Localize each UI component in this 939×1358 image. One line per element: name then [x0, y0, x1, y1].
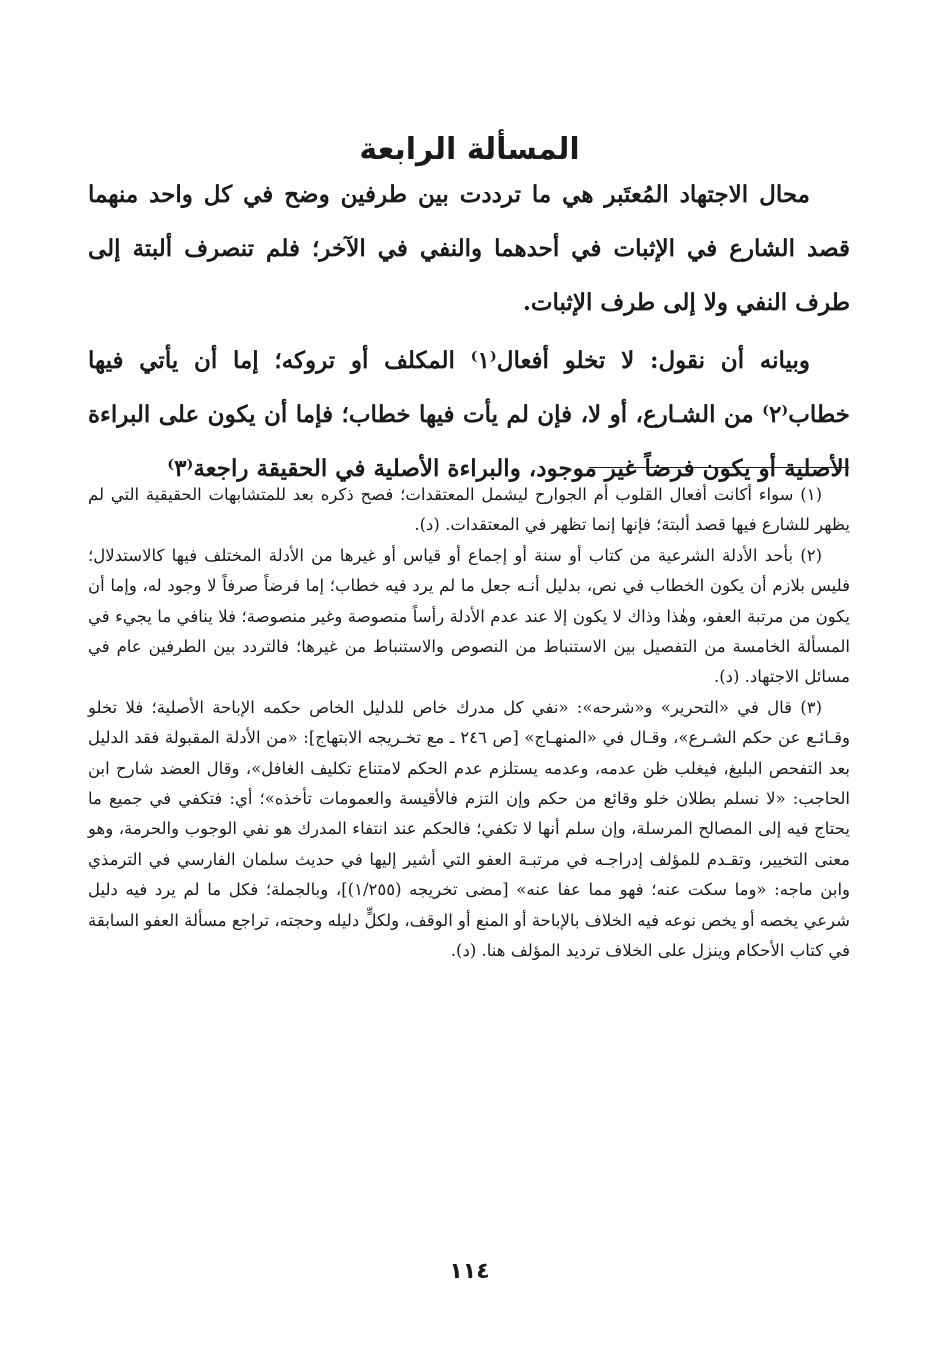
- footnotes: [88, 480, 850, 967]
- footnote-3: (٣) قال في «التحرير» و«شرحه»: «نفي كل مدرك خاص للدليل الخاص حكمه الإباحة الأصلية؛ فلا تخلو وقـائـع عن حكم الشـرع»، وقـال في «المنهـاج» [ص ٢٤٦ ـ مع تخـريجه الابتهاج]: «من الأدلة المقبولة فقد الدليل بعد التفحص البليغ، فيغلب ظن عدمه، وعدمه يستلزم عدم الحكم لامتناع تكليف الغافل»، وقال العضد شارح ابن الحاجب: «لا نسلم بطلان خلو وقائع من حكم وإن التزم فالأقيسة والعمومات تأخذه»؛ أي: فتكفي في جميع ما يحتاج فيه إلى المصالح المرسلة، وإن سلم أنها لا تكفي؛ فالحكم عند انتفاء المدرك هو نفي الوجوب والحرمة، وهو معنى التخيير، وتقـدم للمؤلف إدراجـه في مرتبـة العفو التي أشير إليها في حديث سلمان الفارسي في الترمذي وابن ماجه: «وما سكت عنه؛ فهو مما عفا عنه» [مضى تخريجه (١/٢٥٥)]، وبالجملة؛ فكل ما لم يرد فيه دليل شرعي يخصه أو يخص نوعه فيه الخلاف بالإباحة أو المنع أو الوقف، ولكلٍّ دليله وحجته، تراجع مسألة العفو السابقة في كتاب الأحكام وينزل على الخلاف ترديد المؤلف هنا. (د).: [88, 697, 851, 961]
- body-paragraph-1: محال الاجتهاد المُعتَبر هي ما ترددت بين طرفين وضح في كل واحد منهما قصد الشارع في الإثبات في أحدهما والنفي في الآخر؛ فلم تنصرف ألبتة إلى طرف النفي ولا إلى طرف الإثبات.: [88, 181, 850, 316]
- footnote-1: (١) سواء أكانت أفعال القلوب أم الجوارح ليشمل المعتقدات؛ فصح ذكره بعد للمتشابهات الحقيقية التي لم يظهر للشارع فيها قصد ألبتة؛ فإنها إنما تظهر في المعتقدات. (د).: [88, 485, 850, 535]
- footnote-2: (٢) بأحد الأدلة الشرعية من كتاب أو سنة أو إجماع أو قياس أو غيرها من الأدلة المختلف فيها كالاستدلال؛ فليس بلازم أن يكون الخطاب في نص، بدليل أنـه جعل ما لم يرد فيه خطاب؛ إما فرضاً صرفاً لا وجود له، وإما أن يكون من مرتبة العفو، وهٰذا وذاك لا يكون إلا عند عدم الأدلة رأساً منصوصة وغير منصوصة؛ فلا ينافي ما يجيء في المسألة الخامسة من التفصيل بين الاستنباط من النصوص والاستنباط من غيرها؛ فالتردد بين الطرفين عام في مسائل الاجتهاد. (د).: [88, 545, 850, 687]
- page-number: ١١٤: [449, 1259, 490, 1284]
- footnote-separator: [589, 467, 849, 468]
- main-text: [88, 168, 850, 500]
- body-paragraph-2: وبيانه أن نقول: لا تخلو أفعال⁽١⁾ المكلف أو تروكه؛ إما أن يأتي فيها خطاب⁽٢⁾ من الشـارع، أو لا، فإن لم يأت فيها خطاب؛ فإما أن يكون على البراءة الأصلية أو يكون فرضاً غير موجود، والبراءة الأصلية في الحقيقة راجعة⁽٣⁾: [88, 347, 850, 482]
- section-title: المسألة الرابعة: [359, 132, 580, 168]
